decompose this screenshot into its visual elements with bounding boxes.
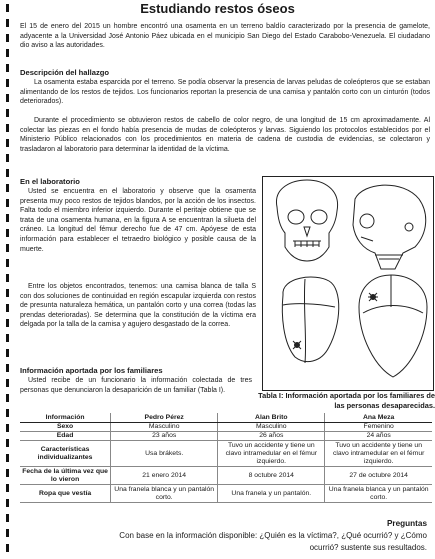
skull-illustration [263, 177, 433, 390]
missing-persons-table [20, 413, 432, 503]
laboratorio-paragraph-2: Entre los objetos encontrados, tenemos: una camisa blanca de talla S con dos soluciones de continuidad en región escapular izquierda con restos de presunta naturaleza hemática, un pantalón corto y una correa (todas las prendas deterioradas). Se determina que la constitución de la víctima era delgada por la talla de la camisa y agujero desgastado de la correa. [20, 283, 256, 329]
table-cell: Una franela y un pantalón. [218, 485, 325, 503]
table-cell: Tuvo un accidente y tiene un clavo intramedular en el fémur izquierdo. [218, 441, 325, 467]
familiares-paragraph: Usted recibe de un funcionario la información colectada de tres personas que denunciaron la desaparición de un familiar (Tabla I). [20, 377, 252, 394]
table-row-label: Características individualizantes [20, 441, 111, 467]
table-header-cell: Pedro Pérez [111, 413, 218, 423]
skull-lateral-view [353, 185, 426, 269]
hallazgo-paragraph-1: La osamenta estaba esparcida por el terreno. Se podía observar la presencia de larvas peludas de coleópteros que se estaban alimentando de los restos de tejidos. Los funcionarios reportan la presencia de una camisa y pantalón corto con un cinturón (todos deteriorados). [20, 79, 430, 106]
table-row [20, 441, 432, 467]
table-header-row [20, 413, 432, 423]
page-title: Estudiando restos óseos [140, 1, 295, 16]
table-row-label: Edad [20, 432, 111, 441]
hallazgo-heading: Descripción del hallazgo [20, 68, 110, 77]
table-cell: Una franela blanca y un pantalón corto. [325, 485, 432, 503]
skull-frontal-view [276, 180, 337, 261]
table-row-label: Sexo [20, 423, 111, 432]
left-margin-binding [6, 4, 9, 555]
intro-paragraph: El 15 de enero del 2015 un hombre encontró una osamenta en un terreno baldío caracterizado por la presencia de gamelote, adyacente a la Universidad José Antonio Páez ubicada en el municipio San Diego del Estado Carabobo-Venezuela. El ciudadano dio aviso a las autoridades. [20, 23, 430, 50]
table-cell: Femenino [325, 423, 432, 432]
table-row [20, 485, 432, 503]
table-cell: 26 años [218, 432, 325, 441]
table-row [20, 467, 432, 485]
table-cell: 23 años [111, 432, 218, 441]
table-cell: 8 octubre 2014 [218, 467, 325, 485]
preguntas-text: Con base en la información disponible: ¿Quién es la víctima?, ¿Qué ocurrió? y ¿Cómo ocurrió? sustente sus resultados. [119, 531, 427, 552]
skull-posterior-view [359, 275, 427, 377]
table-cell: Tuvo un accidente y tiene un clavo intramedular en el fémur izquierdo. [325, 441, 432, 467]
table-row [20, 432, 432, 441]
table-row-label: Fecha de la última vez que lo vieron [20, 467, 111, 485]
table-header-cell: Información [20, 413, 111, 423]
table-row-label: Ropa que vestía [20, 485, 111, 503]
table-cell: Masculino [218, 423, 325, 432]
preguntas-heading: Preguntas [386, 519, 427, 528]
table-caption: Tabla I: Información aportada por los familiares de las personas desaparecidas. [258, 391, 435, 410]
table-cell: 27 de octubre 2014 [325, 467, 432, 485]
laboratorio-paragraph-1: Usted se encuentra en el laboratorio y observe que la osamenta presenta muy poco restos de tejidos blandos, por la acción de los insectos. Falta todo el miembro inferior izquierdo. Durante el peritaje obtiene que se trata de una osamenta humana, en la figura A se encuentran la silueta del cráneo. La longitud del fémur derecho fue de 47 cm. Apóyese de esta información para establecer el tetraedro biológico y posible causa de la muerte. [20, 188, 256, 253]
table-cell: Masculino [111, 423, 218, 432]
table-row [20, 423, 432, 432]
skull-figure [262, 176, 434, 391]
hallazgo-paragraph-2: Durante el procedimiento se obtuvieron restos de cabello de color negro, de una longitud de 15 cm aproximadamente. Al colectar las piezas en el fondo había presencia de mudas de coleópteros y larvas. Siguiendo los protocolos establecidos por el Ministerio Público relacionados con los procedimientos en materia de cadena de custodia de evidencias, se colectaron y trasladaron al laboratorio para determinar la identidad de la víctima. [20, 117, 430, 153]
table-cell: 21 enero 2014 [111, 467, 218, 485]
table-cell: Una franela blanca y un pantalón corto. [111, 485, 218, 503]
table-cell: 24 años [325, 432, 432, 441]
laboratorio-heading: En el laboratorio [20, 177, 80, 186]
familiares-heading: Información aportada por los familiares [20, 366, 163, 375]
table-header-cell: Ana Meza [325, 413, 432, 423]
skull-superior-view [282, 277, 338, 363]
table-header-cell: Alan Brito [218, 413, 325, 423]
table-cell: Usa brákets. [111, 441, 218, 467]
